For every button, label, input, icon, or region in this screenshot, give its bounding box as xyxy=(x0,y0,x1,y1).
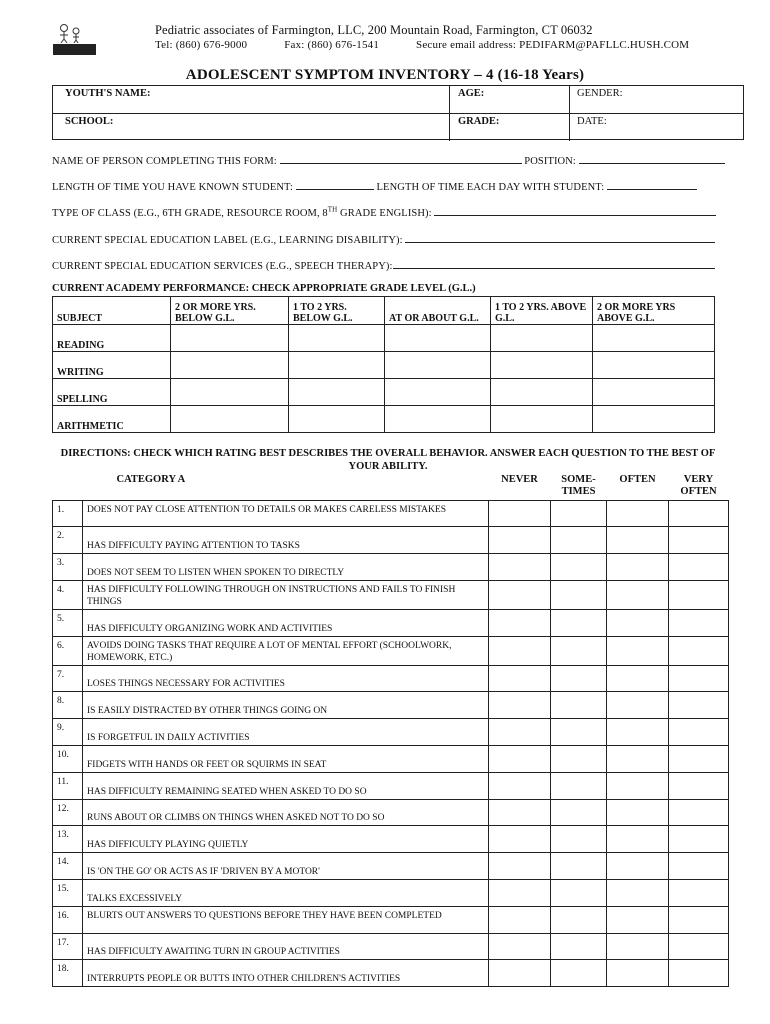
check-cell[interactable] xyxy=(171,379,289,406)
rating-checkbox-cell[interactable] xyxy=(669,719,729,746)
symptom-header-row xyxy=(53,472,729,500)
academic-row xyxy=(53,379,715,406)
school-field[interactable]: SCHOOL: xyxy=(65,116,114,127)
rating-checkbox-cell[interactable] xyxy=(551,580,607,609)
rating-checkbox-cell[interactable] xyxy=(551,527,607,554)
rating-checkbox-cell[interactable] xyxy=(607,554,669,581)
symptom-row xyxy=(53,609,729,636)
symptom-description: DOES NOT SEEM TO LISTEN WHEN SPOKEN TO DIRECTLY xyxy=(83,554,489,581)
gender-field[interactable]: GENDER: xyxy=(569,86,745,113)
academic-performance-table xyxy=(52,296,715,433)
rating-checkbox-cell[interactable] xyxy=(551,772,607,799)
time-each-day-label: LENGTH OF TIME EACH DAY WITH STUDENT: xyxy=(376,182,605,193)
rating-checkbox-cell[interactable] xyxy=(489,580,551,609)
check-cell[interactable] xyxy=(593,406,715,433)
rating-checkbox-cell[interactable] xyxy=(607,799,669,826)
rating-checkbox-cell[interactable] xyxy=(489,554,551,581)
symptom-description: INTERRUPTS PEOPLE OR BUTTS INTO OTHER CHILDREN'S ACTIVITIES xyxy=(83,960,489,987)
youth-name-field[interactable]: YOUTH'S NAME: xyxy=(65,88,151,99)
check-cell[interactable] xyxy=(593,352,715,379)
sped-label-line xyxy=(52,232,715,246)
rating-checkbox-cell[interactable] xyxy=(607,826,669,853)
symptom-description: TALKS EXCESSIVELY xyxy=(83,880,489,907)
rating-checkbox-cell[interactable] xyxy=(607,772,669,799)
org-address-line: Pediatric associates of Farmington, LLC, 200 Mountain Road, Farmington, CT 06032 xyxy=(155,23,593,37)
symptom-table xyxy=(52,472,729,987)
symptom-number: 17. xyxy=(53,933,83,960)
rating-checkbox-cell[interactable] xyxy=(551,880,607,907)
tel: Tel: (860) 676-9000 xyxy=(155,39,248,51)
symptom-row xyxy=(53,933,729,960)
sped-services-line xyxy=(52,258,715,272)
rating-checkbox-cell[interactable] xyxy=(489,527,551,554)
academic-performance-title: CURRENT ACADEMY PERFORMANCE: CHECK APPROPRIATE GRADE LEVEL (G.L.) xyxy=(52,283,476,294)
rating-sometimes: SOME- TIMES xyxy=(561,474,596,497)
acad-col-subject: SUBJECT xyxy=(53,297,171,325)
symptom-description: FIDGETS WITH HANDS OR FEET OR SQUIRMS IN SEAT xyxy=(83,746,489,773)
symptom-description: HAS DIFFICULTY PAYING ATTENTION TO TASKS xyxy=(83,527,489,554)
rating-checkbox-cell[interactable] xyxy=(669,746,729,773)
acad-col-2plus-below: 2 OR MORE YRS. BELOW G.L. xyxy=(171,297,289,325)
rating-checkbox-cell[interactable] xyxy=(669,665,729,692)
symptom-number: 14. xyxy=(53,853,83,880)
symptom-description: IS FORGETFUL IN DAILY ACTIVITIES xyxy=(83,719,489,746)
rating-checkbox-cell[interactable] xyxy=(551,636,607,665)
check-cell[interactable] xyxy=(385,325,491,352)
symptom-row xyxy=(53,554,729,581)
acad-col-2plus-above: 2 OR MORE YRS ABOVE G.L. xyxy=(593,297,715,325)
rating-checkbox-cell[interactable] xyxy=(489,960,551,987)
rating-checkbox-cell[interactable] xyxy=(489,636,551,665)
rating-checkbox-cell[interactable] xyxy=(551,719,607,746)
class-type-input[interactable] xyxy=(434,205,716,216)
rating-checkbox-cell[interactable] xyxy=(669,609,729,636)
rating-checkbox-cell[interactable] xyxy=(489,880,551,907)
rating-checkbox-cell[interactable] xyxy=(669,826,729,853)
time-each-day-input[interactable] xyxy=(607,179,697,190)
subject-spelling: SPELLING xyxy=(53,379,171,406)
symptom-row xyxy=(53,960,729,987)
symptom-row xyxy=(53,746,729,773)
rating-checkbox-cell[interactable] xyxy=(669,933,729,960)
secure-email: Secure email address: PEDIFARM@PAFLLC.HUSH.COM xyxy=(416,39,690,51)
symptom-description: DOES NOT PAY CLOSE ATTENTION TO DETAILS OR MAKES CARELESS MISTAKES xyxy=(83,500,489,527)
rating-checkbox-cell[interactable] xyxy=(489,719,551,746)
person-completing-label: NAME OF PERSON COMPLETING THIS FORM: xyxy=(52,156,277,167)
rating-checkbox-cell[interactable] xyxy=(489,500,551,527)
check-cell[interactable] xyxy=(385,352,491,379)
symptom-row xyxy=(53,580,729,609)
rating-checkbox-cell[interactable] xyxy=(669,799,729,826)
symptom-number: 12. xyxy=(53,799,83,826)
rating-checkbox-cell[interactable] xyxy=(551,665,607,692)
acad-col-at-level: AT OR ABOUT G.L. xyxy=(385,297,491,325)
symptom-number: 9. xyxy=(53,719,83,746)
symptom-number: 5. xyxy=(53,609,83,636)
rating-checkbox-cell[interactable] xyxy=(607,960,669,987)
symptom-number: 1. xyxy=(53,500,83,527)
fax: Fax: (860) 676-1541 xyxy=(284,39,380,51)
symptom-row xyxy=(53,772,729,799)
symptom-description: HAS DIFFICULTY AWAITING TURN IN GROUP ACTIVITIES xyxy=(83,933,489,960)
check-cell[interactable] xyxy=(593,325,715,352)
position-input[interactable] xyxy=(579,153,725,164)
symptom-number: 15. xyxy=(53,880,83,907)
rating-checkbox-cell[interactable] xyxy=(669,772,729,799)
symptom-number: 6. xyxy=(53,636,83,665)
position-label: POSITION: xyxy=(524,156,576,167)
rating-very-often: VERY OFTEN xyxy=(680,474,717,497)
num-header xyxy=(53,472,83,500)
symptom-number: 2. xyxy=(53,527,83,554)
class-type-label: TYPE OF CLASS (E.G., 6TH GRADE, RESOURCE ROOM, 8 xyxy=(52,208,328,219)
time-known-input[interactable] xyxy=(296,179,374,190)
symptom-description: HAS DIFFICULTY REMAINING SEATED WHEN ASKED TO DO SO xyxy=(83,772,489,799)
symptom-row xyxy=(53,719,729,746)
rating-checkbox-cell[interactable] xyxy=(551,500,607,527)
sped-services-label: CURRENT SPECIAL EDUCATION SERVICES (E.G., SPEECH THERAPY): xyxy=(52,261,393,272)
check-cell[interactable] xyxy=(289,379,385,406)
rating-checkbox-cell[interactable] xyxy=(551,826,607,853)
check-cell[interactable] xyxy=(385,379,491,406)
symptom-description: AVOIDS DOING TASKS THAT REQUIRE A LOT OF MENTAL EFFORT (SCHOOLWORK, HOMEWORK, ETC.) xyxy=(83,636,489,665)
symptom-row xyxy=(53,527,729,554)
check-cell[interactable] xyxy=(289,325,385,352)
person-completing-line xyxy=(52,153,725,167)
academic-row xyxy=(53,352,715,379)
rating-checkbox-cell[interactable] xyxy=(607,719,669,746)
rating-checkbox-cell[interactable] xyxy=(551,799,607,826)
check-cell[interactable] xyxy=(171,352,289,379)
symptom-row xyxy=(53,665,729,692)
rating-checkbox-cell[interactable] xyxy=(607,665,669,692)
contact-line xyxy=(155,39,723,51)
symptom-description: IS EASILY DISTRACTED BY OTHER THINGS GOING ON xyxy=(83,692,489,719)
rating-checkbox-cell[interactable] xyxy=(607,500,669,527)
academic-row xyxy=(53,406,715,433)
rating-checkbox-cell[interactable] xyxy=(551,853,607,880)
rating-often: OFTEN xyxy=(619,474,656,485)
rating-checkbox-cell[interactable] xyxy=(551,554,607,581)
date-field[interactable]: DATE: xyxy=(569,114,745,141)
rating-checkbox-cell[interactable] xyxy=(489,799,551,826)
rating-checkbox-cell[interactable] xyxy=(551,960,607,987)
rating-checkbox-cell[interactable] xyxy=(489,933,551,960)
symptom-description: RUNS ABOUT OR CLIMBS ON THINGS WHEN ASKED NOT TO DO SO xyxy=(83,799,489,826)
rating-checkbox-cell[interactable] xyxy=(489,772,551,799)
category-label: CATEGORY A xyxy=(116,474,186,485)
rating-checkbox-cell[interactable] xyxy=(607,906,669,933)
rating-checkbox-cell[interactable] xyxy=(669,554,729,581)
class-type-label-end: GRADE ENGLISH): xyxy=(337,208,432,219)
subject-arithmetic: ARITHMETIC xyxy=(53,406,171,433)
rating-checkbox-cell[interactable] xyxy=(607,692,669,719)
symptom-description: HAS DIFFICULTY PLAYING QUIETLY xyxy=(83,826,489,853)
symptom-row xyxy=(53,636,729,665)
symptom-description: HAS DIFFICULTY ORGANIZING WORK AND ACTIVITIES xyxy=(83,609,489,636)
rating-checkbox-cell[interactable] xyxy=(607,527,669,554)
symptom-description: IS 'ON THE GO' OR ACTS AS IF 'DRIVEN BY A MOTOR' xyxy=(83,853,489,880)
rating-checkbox-cell[interactable] xyxy=(607,933,669,960)
student-info-box xyxy=(52,85,744,140)
sped-label-input[interactable] xyxy=(405,232,715,243)
rating-checkbox-cell[interactable] xyxy=(607,580,669,609)
symptom-number: 7. xyxy=(53,665,83,692)
rating-checkbox-cell[interactable] xyxy=(489,609,551,636)
rating-checkbox-cell[interactable] xyxy=(669,960,729,987)
check-cell[interactable] xyxy=(289,406,385,433)
check-cell[interactable] xyxy=(171,325,289,352)
time-known-label: LENGTH OF TIME YOU HAVE KNOWN STUDENT: xyxy=(52,182,294,193)
symptom-number: 10. xyxy=(53,746,83,773)
symptom-row xyxy=(53,826,729,853)
rating-checkbox-cell[interactable] xyxy=(607,636,669,665)
rating-checkbox-cell[interactable] xyxy=(669,580,729,609)
practice-logo xyxy=(52,22,97,56)
rating-never: NEVER xyxy=(501,474,538,485)
rating-checkbox-cell[interactable] xyxy=(607,746,669,773)
symptom-number: 4. xyxy=(53,580,83,609)
rating-checkbox-cell[interactable] xyxy=(551,746,607,773)
rating-checkbox-cell[interactable] xyxy=(669,692,729,719)
rating-checkbox-cell[interactable] xyxy=(551,609,607,636)
rating-checkbox-cell[interactable] xyxy=(669,880,729,907)
check-cell[interactable] xyxy=(491,325,593,352)
rating-checkbox-cell[interactable] xyxy=(669,500,729,527)
symptom-row xyxy=(53,692,729,719)
rating-checkbox-cell[interactable] xyxy=(551,692,607,719)
person-completing-input[interactable] xyxy=(280,153,522,164)
class-type-line xyxy=(52,205,716,219)
symptom-row xyxy=(53,853,729,880)
rating-checkbox-cell[interactable] xyxy=(551,906,607,933)
rating-checkbox-cell[interactable] xyxy=(607,880,669,907)
check-cell[interactable] xyxy=(491,406,593,433)
symptom-description: LOSES THINGS NECESSARY FOR ACTIVITIES xyxy=(83,665,489,692)
check-cell[interactable] xyxy=(593,379,715,406)
symptom-row xyxy=(53,500,729,527)
rating-checkbox-cell[interactable] xyxy=(489,906,551,933)
symptom-description: HAS DIFFICULTY FOLLOWING THROUGH ON INSTRUCTIONS AND FAILS TO FINISH THINGS xyxy=(83,580,489,609)
rating-checkbox-cell[interactable] xyxy=(489,665,551,692)
directions: DIRECTIONS: CHECK WHICH RATING BEST DESCRIBES THE OVERALL BEHAVIOR. ANSWER EACH QUESTION TO THE BEST OF YOUR ABILITY. xyxy=(60,448,716,472)
sped-label-label: CURRENT SPECIAL EDUCATION LABEL (E.G., LEARNING DISABILITY): xyxy=(52,235,403,246)
academic-header-row xyxy=(53,297,715,325)
check-cell[interactable] xyxy=(491,379,593,406)
form-title: ADOLESCENT SYMPTOM INVENTORY – 4 (16-18 Years) xyxy=(185,67,585,83)
rating-checkbox-cell[interactable] xyxy=(489,692,551,719)
check-cell[interactable] xyxy=(289,352,385,379)
rating-checkbox-cell[interactable] xyxy=(551,933,607,960)
symptom-row xyxy=(53,906,729,933)
rating-checkbox-cell[interactable] xyxy=(489,853,551,880)
symptom-number: 13. xyxy=(53,826,83,853)
rating-checkbox-cell[interactable] xyxy=(489,746,551,773)
acad-col-1to2-below: 1 TO 2 YRS. BELOW G.L. xyxy=(289,297,385,325)
rating-checkbox-cell[interactable] xyxy=(669,636,729,665)
age-field[interactable]: AGE: xyxy=(449,86,569,113)
class-type-superscript: TH xyxy=(327,205,338,214)
symptom-number: 3. xyxy=(53,554,83,581)
rating-checkbox-cell[interactable] xyxy=(489,826,551,853)
rating-checkbox-cell[interactable] xyxy=(669,853,729,880)
check-cell[interactable] xyxy=(491,352,593,379)
symptom-number: 11. xyxy=(53,772,83,799)
rating-checkbox-cell[interactable] xyxy=(669,527,729,554)
subject-writing: WRITING xyxy=(53,352,171,379)
rating-checkbox-cell[interactable] xyxy=(607,853,669,880)
check-cell[interactable] xyxy=(385,406,491,433)
symptom-row xyxy=(53,799,729,826)
acad-col-1to2-above: 1 TO 2 YRS. ABOVE G.L. xyxy=(491,297,593,325)
symptom-number: 18. xyxy=(53,960,83,987)
academic-row xyxy=(53,325,715,352)
grade-field[interactable]: GRADE: xyxy=(449,114,569,141)
rating-checkbox-cell[interactable] xyxy=(607,609,669,636)
symptom-number: 16. xyxy=(53,906,83,933)
sped-services-input[interactable] xyxy=(393,258,715,269)
symptom-number: 8. xyxy=(53,692,83,719)
time-known-line xyxy=(52,179,697,193)
symptom-row xyxy=(53,880,729,907)
check-cell[interactable] xyxy=(171,406,289,433)
rating-checkbox-cell[interactable] xyxy=(669,906,729,933)
symptom-description: BLURTS OUT ANSWERS TO QUESTIONS BEFORE THEY HAVE BEEN COMPLETED xyxy=(83,906,489,933)
subject-reading: READING xyxy=(53,325,171,352)
